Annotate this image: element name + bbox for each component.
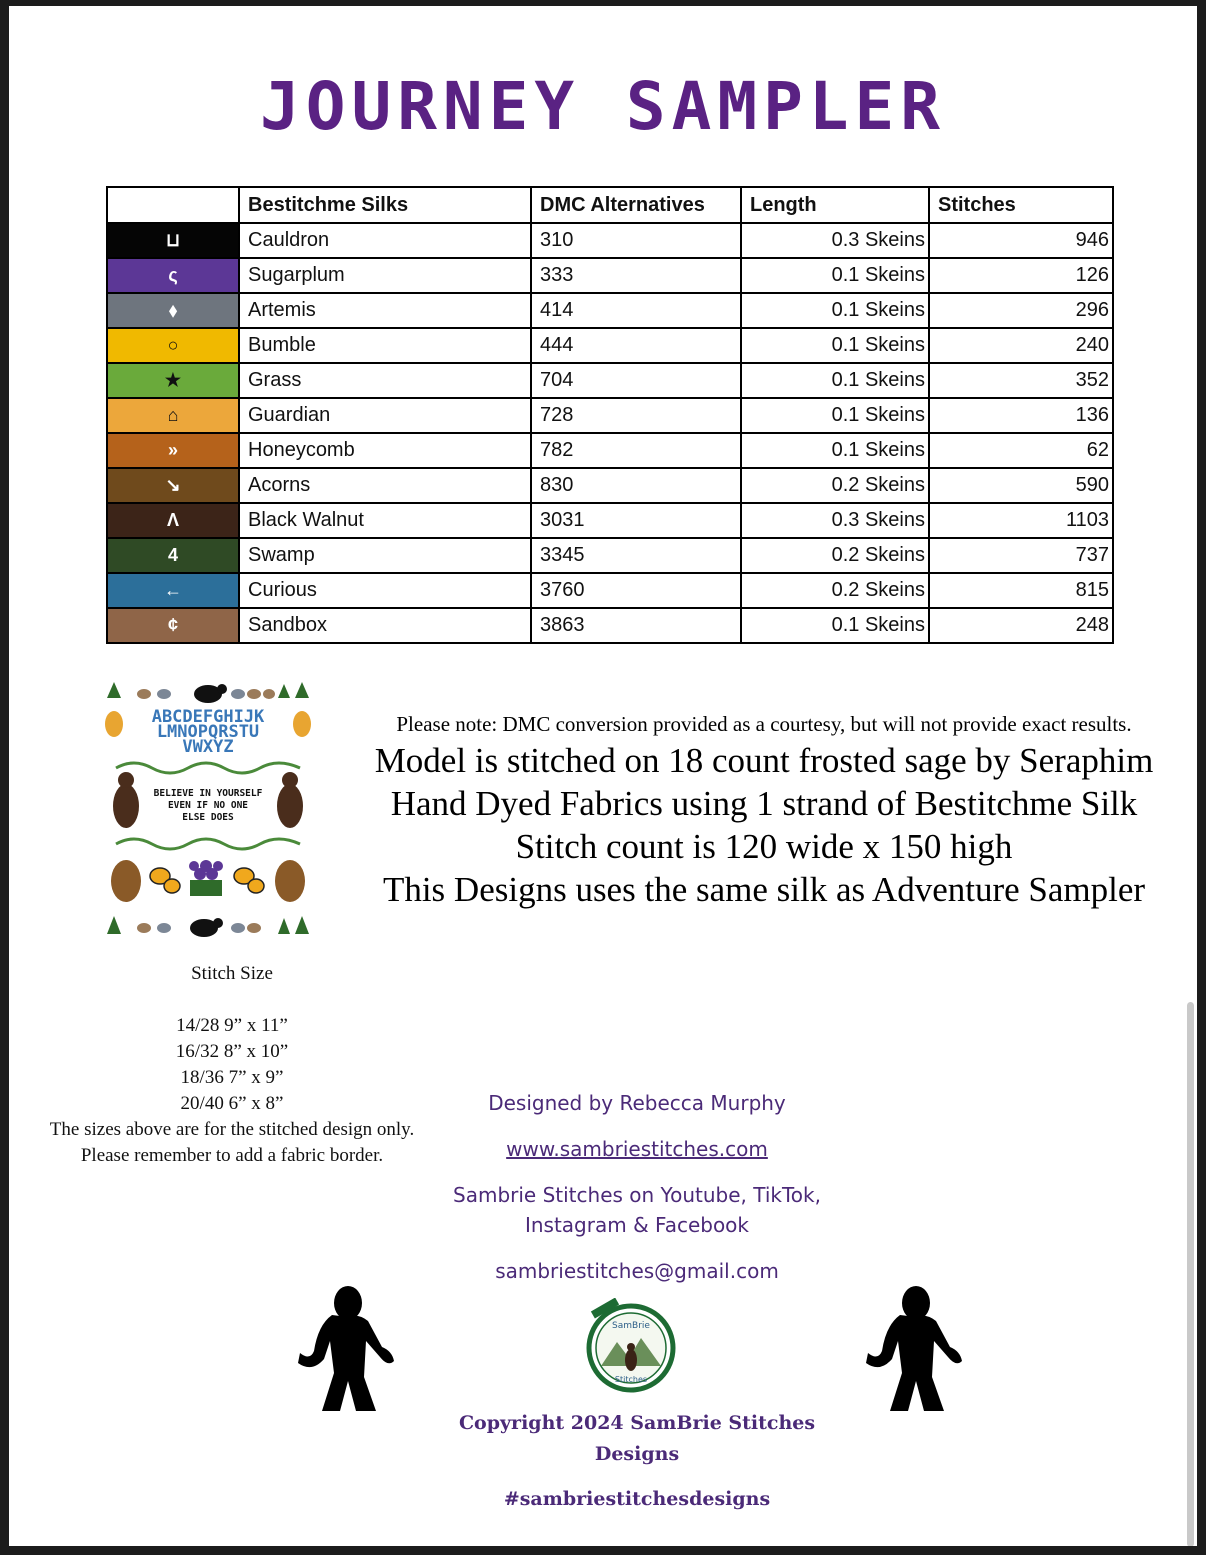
table-header-row	[107, 187, 1113, 223]
header-silks: Bestitchme Silks	[239, 187, 531, 223]
alphabet-line-3: VWXYZ	[182, 737, 234, 757]
note-line-silk: Hand Dyed Fabrics using 1 strand of Bestitchme Silk	[390, 784, 1138, 823]
scrollbar-track[interactable]	[1185, 6, 1197, 1546]
social-line-2: Instagram & Facebook	[524, 1213, 750, 1237]
silk-name: Acorns	[239, 468, 531, 503]
document-page	[9, 6, 1197, 1546]
dmc-number: 728	[531, 398, 741, 433]
color-swatch: Λ	[107, 503, 239, 538]
dmc-number: 444	[531, 328, 741, 363]
bear-icon	[194, 684, 227, 703]
bigfoot-icon-right	[277, 772, 303, 828]
social-line-1: Sambrie Stitches on Youtube, TikTok,	[453, 1183, 821, 1207]
motto-line-2: EVEN IF NO ONE	[167, 800, 249, 811]
copyright-block	[387, 1408, 887, 1470]
sambrie-logo	[583, 1298, 679, 1394]
stitch-count: 126	[929, 258, 1113, 293]
stitch-size-20: 20/40 6” x 8”	[180, 1093, 284, 1114]
length-value: 0.2 Skeins	[741, 538, 929, 573]
dmc-number: 782	[531, 433, 741, 468]
length-value: 0.2 Skeins	[741, 468, 929, 503]
stitch-size-note-2: Please remember to add a fabric border.	[80, 1145, 384, 1166]
dmc-number: 333	[531, 258, 741, 293]
alphabet-line-1: ABCDEFGHIJK	[151, 707, 265, 727]
table-row	[107, 503, 1113, 538]
stitch-size-16: 16/32 8” x 10”	[175, 1041, 289, 1062]
stitch-count: 590	[929, 468, 1113, 503]
stitch-size-18: 18/36 7” x 9”	[180, 1067, 284, 1088]
silk-name: Bumble	[239, 328, 531, 363]
stitch-count: 296	[929, 293, 1113, 328]
logo-text-top: SamBrie	[612, 1321, 650, 1331]
length-value: 0.1 Skeins	[741, 258, 929, 293]
note-line-stitch-count: Stitch count is 120 wide x 150 high	[515, 827, 1013, 866]
credits-block	[387, 1088, 887, 1302]
dmc-number: 310	[531, 223, 741, 258]
length-value: 0.1 Skeins	[741, 608, 929, 643]
vine-border-top	[116, 763, 300, 773]
length-value: 0.3 Skeins	[741, 503, 929, 538]
table-row	[107, 398, 1113, 433]
color-key-table	[106, 186, 1114, 644]
table-row	[107, 468, 1113, 503]
length-value: 0.1 Skeins	[741, 433, 929, 468]
owl-icon-right	[275, 860, 305, 902]
color-swatch: ¢	[107, 608, 239, 643]
silk-name: Cauldron	[239, 223, 531, 258]
stitch-count: 248	[929, 608, 1113, 643]
header-symbol	[107, 187, 239, 223]
table-row	[107, 293, 1113, 328]
hashtag: #sambriestitchesdesigns	[503, 1488, 771, 1510]
owl-icon-left	[111, 860, 141, 902]
motto-line-1: BELIEVE IN YOURSELF	[153, 788, 263, 799]
silk-name: Swamp	[239, 538, 531, 573]
motto-line-3: ELSE DOES	[182, 812, 234, 823]
copyright-line-1: Copyright 2024 SamBrie Stitches	[458, 1412, 816, 1434]
stitch-count: 240	[929, 328, 1113, 363]
berry-basket-icon	[189, 860, 223, 896]
color-swatch: ↘	[107, 468, 239, 503]
website-link[interactable]: www.sambriestitches.com	[506, 1137, 768, 1161]
length-value: 0.3 Skeins	[741, 223, 929, 258]
stitch-size-note-1: The sizes above are for the stitched design only.	[49, 1119, 415, 1140]
table-row	[107, 363, 1113, 398]
length-value: 0.1 Skeins	[741, 293, 929, 328]
header-length: Length	[741, 187, 929, 223]
stitch-count: 136	[929, 398, 1113, 433]
table-row	[107, 608, 1113, 643]
table-row	[107, 328, 1113, 363]
length-value: 0.1 Skeins	[741, 363, 929, 398]
color-swatch: ⬧	[107, 293, 239, 328]
silk-name: Grass	[239, 363, 531, 398]
silk-name: Curious	[239, 573, 531, 608]
color-swatch: ←	[107, 573, 239, 608]
stitch-size-heading: Stitch Size	[191, 963, 273, 984]
dmc-number: 3345	[531, 538, 741, 573]
silk-name: Sandbox	[239, 608, 531, 643]
color-swatch: »	[107, 433, 239, 468]
stitch-size-14: 14/28 9” x 11”	[176, 1015, 288, 1036]
silk-name: Sugarplum	[239, 258, 531, 293]
stitch-count: 815	[929, 573, 1113, 608]
dmc-number: 830	[531, 468, 741, 503]
table-row	[107, 538, 1113, 573]
silk-name: Guardian	[239, 398, 531, 433]
color-swatch: ⊔	[107, 223, 239, 258]
silk-name: Black Walnut	[239, 503, 531, 538]
stitch-count: 946	[929, 223, 1113, 258]
stitch-count: 1103	[929, 503, 1113, 538]
stitch-count: 737	[929, 538, 1113, 573]
logo-text-bottom: Stitches	[614, 1375, 648, 1384]
page-title: JOURNEY SAMPLER	[259, 68, 947, 145]
dmc-number: 3760	[531, 573, 741, 608]
stitch-count: 352	[929, 363, 1113, 398]
copyright-line-2: Designs	[594, 1443, 680, 1465]
silk-name: Honeycomb	[239, 433, 531, 468]
table-row	[107, 433, 1113, 468]
designer-credit: Designed by Rebecca Murphy	[488, 1091, 786, 1115]
note-line-fabric: Model is stitched on 18 count frosted sage by Seraphim	[374, 741, 1154, 780]
email-address[interactable]: sambriestitches@gmail.com	[495, 1259, 779, 1283]
length-value: 0.2 Skeins	[741, 573, 929, 608]
silk-name: Artemis	[239, 293, 531, 328]
stitch-count: 62	[929, 433, 1113, 468]
color-swatch: ς	[107, 258, 239, 293]
alphabet-line-2: LMNOPQRSTU	[156, 722, 260, 742]
dmc-number: 414	[531, 293, 741, 328]
length-value: 0.1 Skeins	[741, 398, 929, 433]
note-line-adventure: This Designs uses the same silk as Adventure Sampler	[382, 870, 1146, 909]
dmc-number: 704	[531, 363, 741, 398]
stitching-notes	[339, 712, 1189, 911]
length-value: 0.1 Skeins	[741, 328, 929, 363]
dmc-disclaimer: Please note: DMC conversion provided as a courtesy, but will not provide exact results.	[396, 712, 1132, 736]
table-row	[107, 573, 1113, 608]
color-swatch: 4	[107, 538, 239, 573]
color-swatch: ⌂	[107, 398, 239, 433]
bigfoot-icon	[296, 1281, 406, 1416]
color-swatch: ○	[107, 328, 239, 363]
dmc-number: 3863	[531, 608, 741, 643]
bigfoot-icon	[864, 1281, 974, 1416]
bigfoot-icon-left	[113, 772, 139, 828]
table-row	[107, 223, 1113, 258]
scrollbar-thumb[interactable]	[1187, 1002, 1194, 1546]
header-stitches: Stitches	[929, 187, 1113, 223]
table-row	[107, 258, 1113, 293]
vine-border-bottom	[116, 839, 300, 849]
sampler-preview	[104, 678, 312, 940]
dmc-number: 3031	[531, 503, 741, 538]
header-dmc: DMC Alternatives	[531, 187, 741, 223]
color-swatch: ★	[107, 363, 239, 398]
